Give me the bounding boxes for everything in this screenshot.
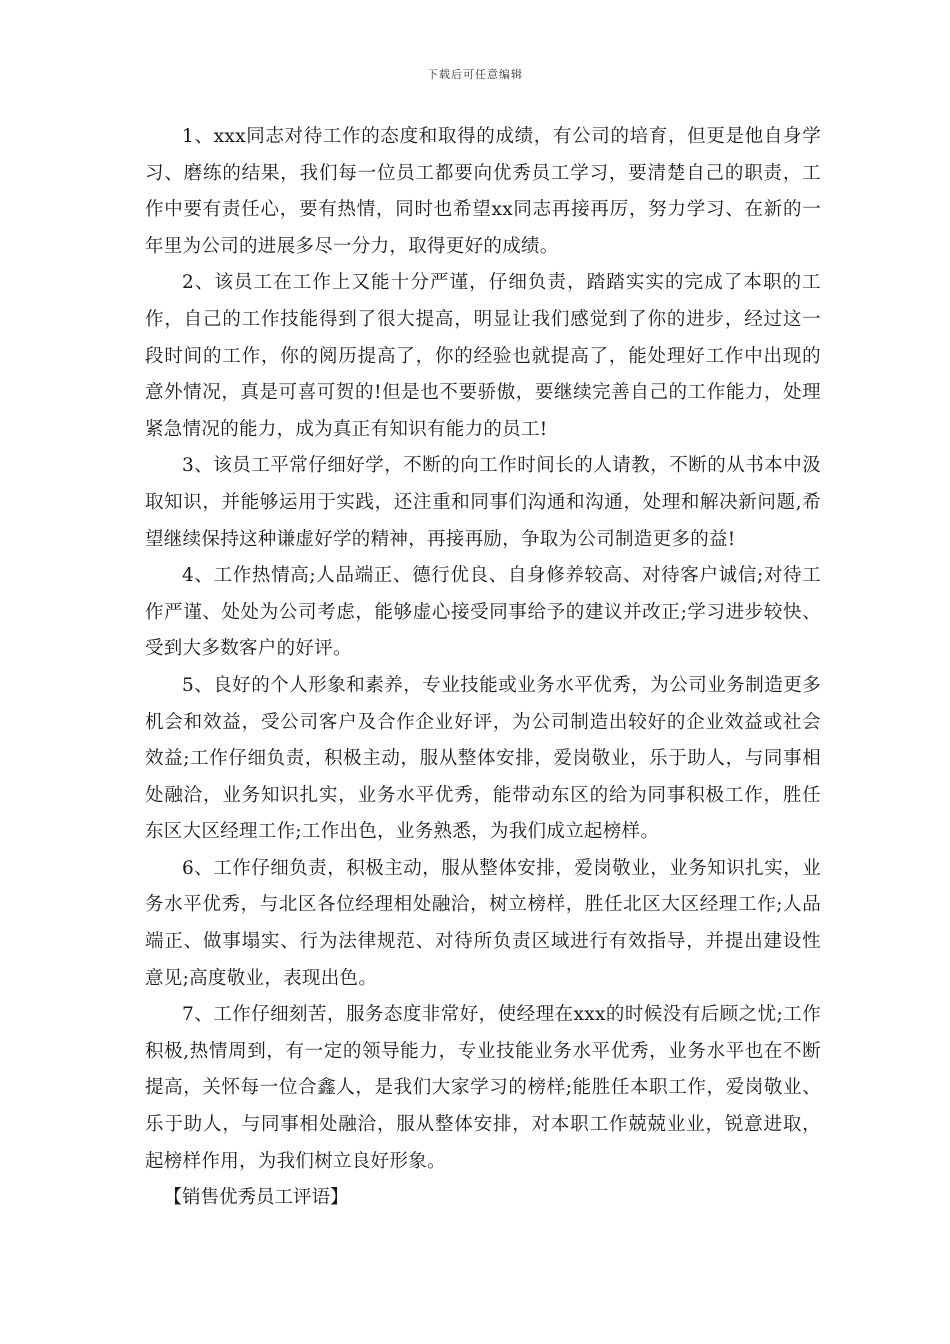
- paragraph-7: 7、工作仔细刻苦，服务态度非常好，使经理在xxx的时候没有后顾之忧;工作积极,热情周到，有一定的领导能力，专业技能业务水平优秀，业务水平也在不断提高，关怀每一位合鑫人，是我们大家学习的榜样;能胜任本职工作，爱岗敬业、乐于助人，与同事相处融洽，服从整体安排，对本职工作兢兢业业，锐意进取，起榜样作用，为我们树立良好形象。: [145, 1004, 821, 1172]
- paragraph-2: 2、该员工在工作上又能十分严谨，仔细负责，踏踏实实的完成了本职的工作，自己的工作技能得到了很大提高，明显让我们感觉到了你的进步，经过这一段时间的工作，你的阅历提高了，你的经验也就提高了，能处理好工作中出现的意外情况，真是可喜可贺的!但是也不要骄傲，要继续完善自己的工作能力，处理紧急情况的能力，成为真正有知识有能力的员工!: [145, 272, 821, 440]
- paragraph-4: 4、工作热情高;人品端正、德行优良、自身修养较高、对待客户诚信;对待工作严谨、处处为公司考虑，能够虚心接受同事给予的建议并改正;学习进步较快、受到大多数客户的好评。: [145, 565, 821, 660]
- paragraph-5: 5、良好的个人形象和素养，专业技能或业务水平优秀，为公司业务制造更多机会和效益，受公司客户及合作企业好评，为公司制造出较好的企业效益或社会效益;工作仔细负责，积极主动，服从整体安排，爱岗敬业，乐于助人，与同事相处融洽，业务知识扎实，业务水平优秀，能带动东区的给为同事积极工作，胜任东区大区经理工作;工作出色，业务熟悉，为我们成立起榜样。: [145, 674, 821, 843]
- section-heading: 【销售优秀员工评语】: [163, 1187, 349, 1209]
- paragraph-1: 1、xxx同志对待工作的态度和取得的成绩，有公司的培育，但更是他自身学习、磨练的结果，我们每一位员工都要向优秀员工学习，要清楚自己的职责，工作中要有责任心，要有热情，同时也希望xx同志再接再厉，努力学习、在新的一年里为公司的进展多尽一分力，取得更好的成绩。: [145, 126, 821, 257]
- page-header: 下载后可任意编辑: [427, 68, 523, 81]
- paragraph-6: 6、工作仔细负责，积极主动，服从整体安排，爱岗敬业，业务知识扎实，业务水平优秀，与北区各位经理相处融洽，树立榜样，胜任北区大区经理工作;人品端正、做事塌实、行为法律规范、对待所负责区域进行有效指导，并提出建设性意见;高度敬业，表现出色。: [145, 857, 821, 989]
- document-body: [145, 119, 821, 1217]
- paragraph-3: 3、该员工平常仔细好学，不断的向工作时间长的人请教，不断的从书本中汲取知识，并能够运用于实践，还注重和同事们沟通和沟通，处理和解决新问题,希望继续保持这种谦虚好学的精神，再接再励，争取为公司制造更多的益!: [145, 455, 821, 550]
